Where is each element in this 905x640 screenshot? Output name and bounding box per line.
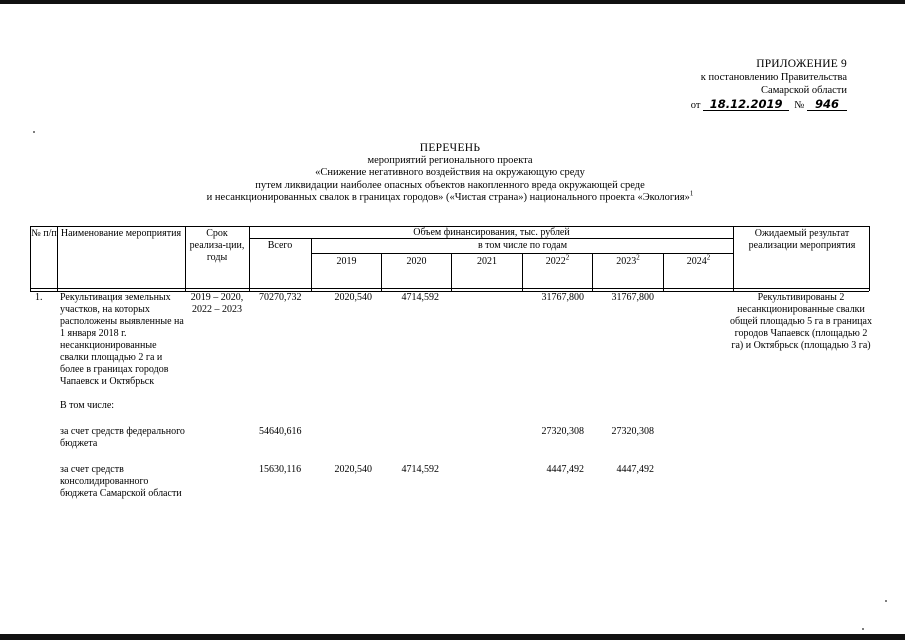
scan-speck [33,131,35,133]
header-year-2024-mark: 2 [706,253,711,262]
date-prefix: от [690,100,701,111]
header-year-2021-text: 2021 [477,256,497,267]
header-term: Срок реализа-ции, годы [189,228,245,263]
header-year-2022-text: 2022 [545,256,566,267]
header-year-2023-text: 2023 [616,256,637,267]
header-year-2022-mark: 2 [565,253,570,262]
subrow-regional-2020: 4714,592 [401,464,439,475]
appendix-line-1: к постановлению Правительства [700,72,847,83]
row-name: Рекультивация земельных участков, на которых расположены выявленные на 1 января 2018 г. несанкционированные свалки площадью 2 га и более в границах городов Чапаевск и Октябрьск [60,292,184,387]
row-2020: 4714,592 [401,292,439,303]
handwritten-date: 18.12.2019 [703,98,789,111]
header-year-2022 [523,253,592,268]
header-year-2020-text: 2020 [406,256,427,267]
row-result: Рекультивированы 2 несанкционированные свалки общей площадью 5 га в границах городов Чапаевск (площадью 2 га) и Октябрьск (площадью 3 га) [730,292,872,351]
subrow-regional-name: за счет средств консолидированного бюджета Самарской области [60,464,182,499]
header-funding: Объем финансирования, тыс. рублей [413,227,570,238]
header-by-years: в том числе по годам [477,240,568,251]
row-2023: 31767,800 [611,292,654,303]
scan-speck [862,628,864,630]
scan-top-border [0,0,905,4]
document-heading [150,142,750,205]
heading-line-4 [150,189,750,205]
subrow-federal-total: 54640,616 [259,426,302,437]
header-name: Наименование мероприятия [60,228,182,239]
row-2019: 2020,540 [334,292,372,303]
header-year-2020 [382,256,451,268]
scan-bottom-border [0,634,905,640]
heading-line-3: путем ликвидации наиболее опасных объектов накопленного вреда окружающей среде [255,179,645,191]
row-total: 70270,732 [259,292,302,303]
header-year-2021 [452,256,522,268]
row-2022: 31767,800 [541,292,584,303]
header-result: Ожидаемый результат реализации мероприятия [748,228,856,251]
header-total: Всего [267,240,293,251]
header-year-2023 [593,253,663,268]
subrow-federal-name: за счет средств федерального бюджета [60,426,185,449]
appendix-title: ПРИЛОЖЕНИЕ 9 [756,58,847,70]
scan-speck [885,600,887,602]
heading-line-2: «Снижение негативного воздействия на окружающую среду [315,167,585,178]
subrow-regional-total: 15630,116 [259,464,302,475]
handwritten-number: 946 [807,98,847,111]
header-year-2024-text: 2024 [686,256,707,267]
heading-line-4-text: и несанкционированных свалок в границах городов» («Чистая страна») национального проекта «Экология» [206,192,690,203]
row-num: 1. [35,292,43,303]
header-year-2024 [664,253,733,268]
including-label: В том числе: [60,400,115,411]
heading-footnote-mark: 1 [689,189,694,198]
appendix-block [607,58,847,112]
header-num: № п/п [31,228,57,239]
appendix-line-2: Самарской области [761,85,847,96]
subrow-regional-2023: 4447,492 [616,464,654,475]
subrow-regional-2019: 2020,540 [334,464,372,475]
number-prefix: № [794,100,805,111]
appendix-signature-row [607,98,847,112]
header-year-2019-text: 2019 [336,256,357,267]
header-year-2019 [312,256,381,268]
subrow-federal-2022: 27320,308 [541,426,584,437]
header-year-2023-mark: 2 [636,253,640,262]
heading-title: ПЕРЕЧЕНЬ [419,142,481,154]
row-term: 2019 – 2020, 2022 – 2023 [190,292,244,315]
subrow-regional-2022: 4447,492 [546,464,584,475]
subrow-federal-2023: 27320,308 [611,426,654,437]
heading-line-1: мероприятий регионального проекта [367,154,533,166]
